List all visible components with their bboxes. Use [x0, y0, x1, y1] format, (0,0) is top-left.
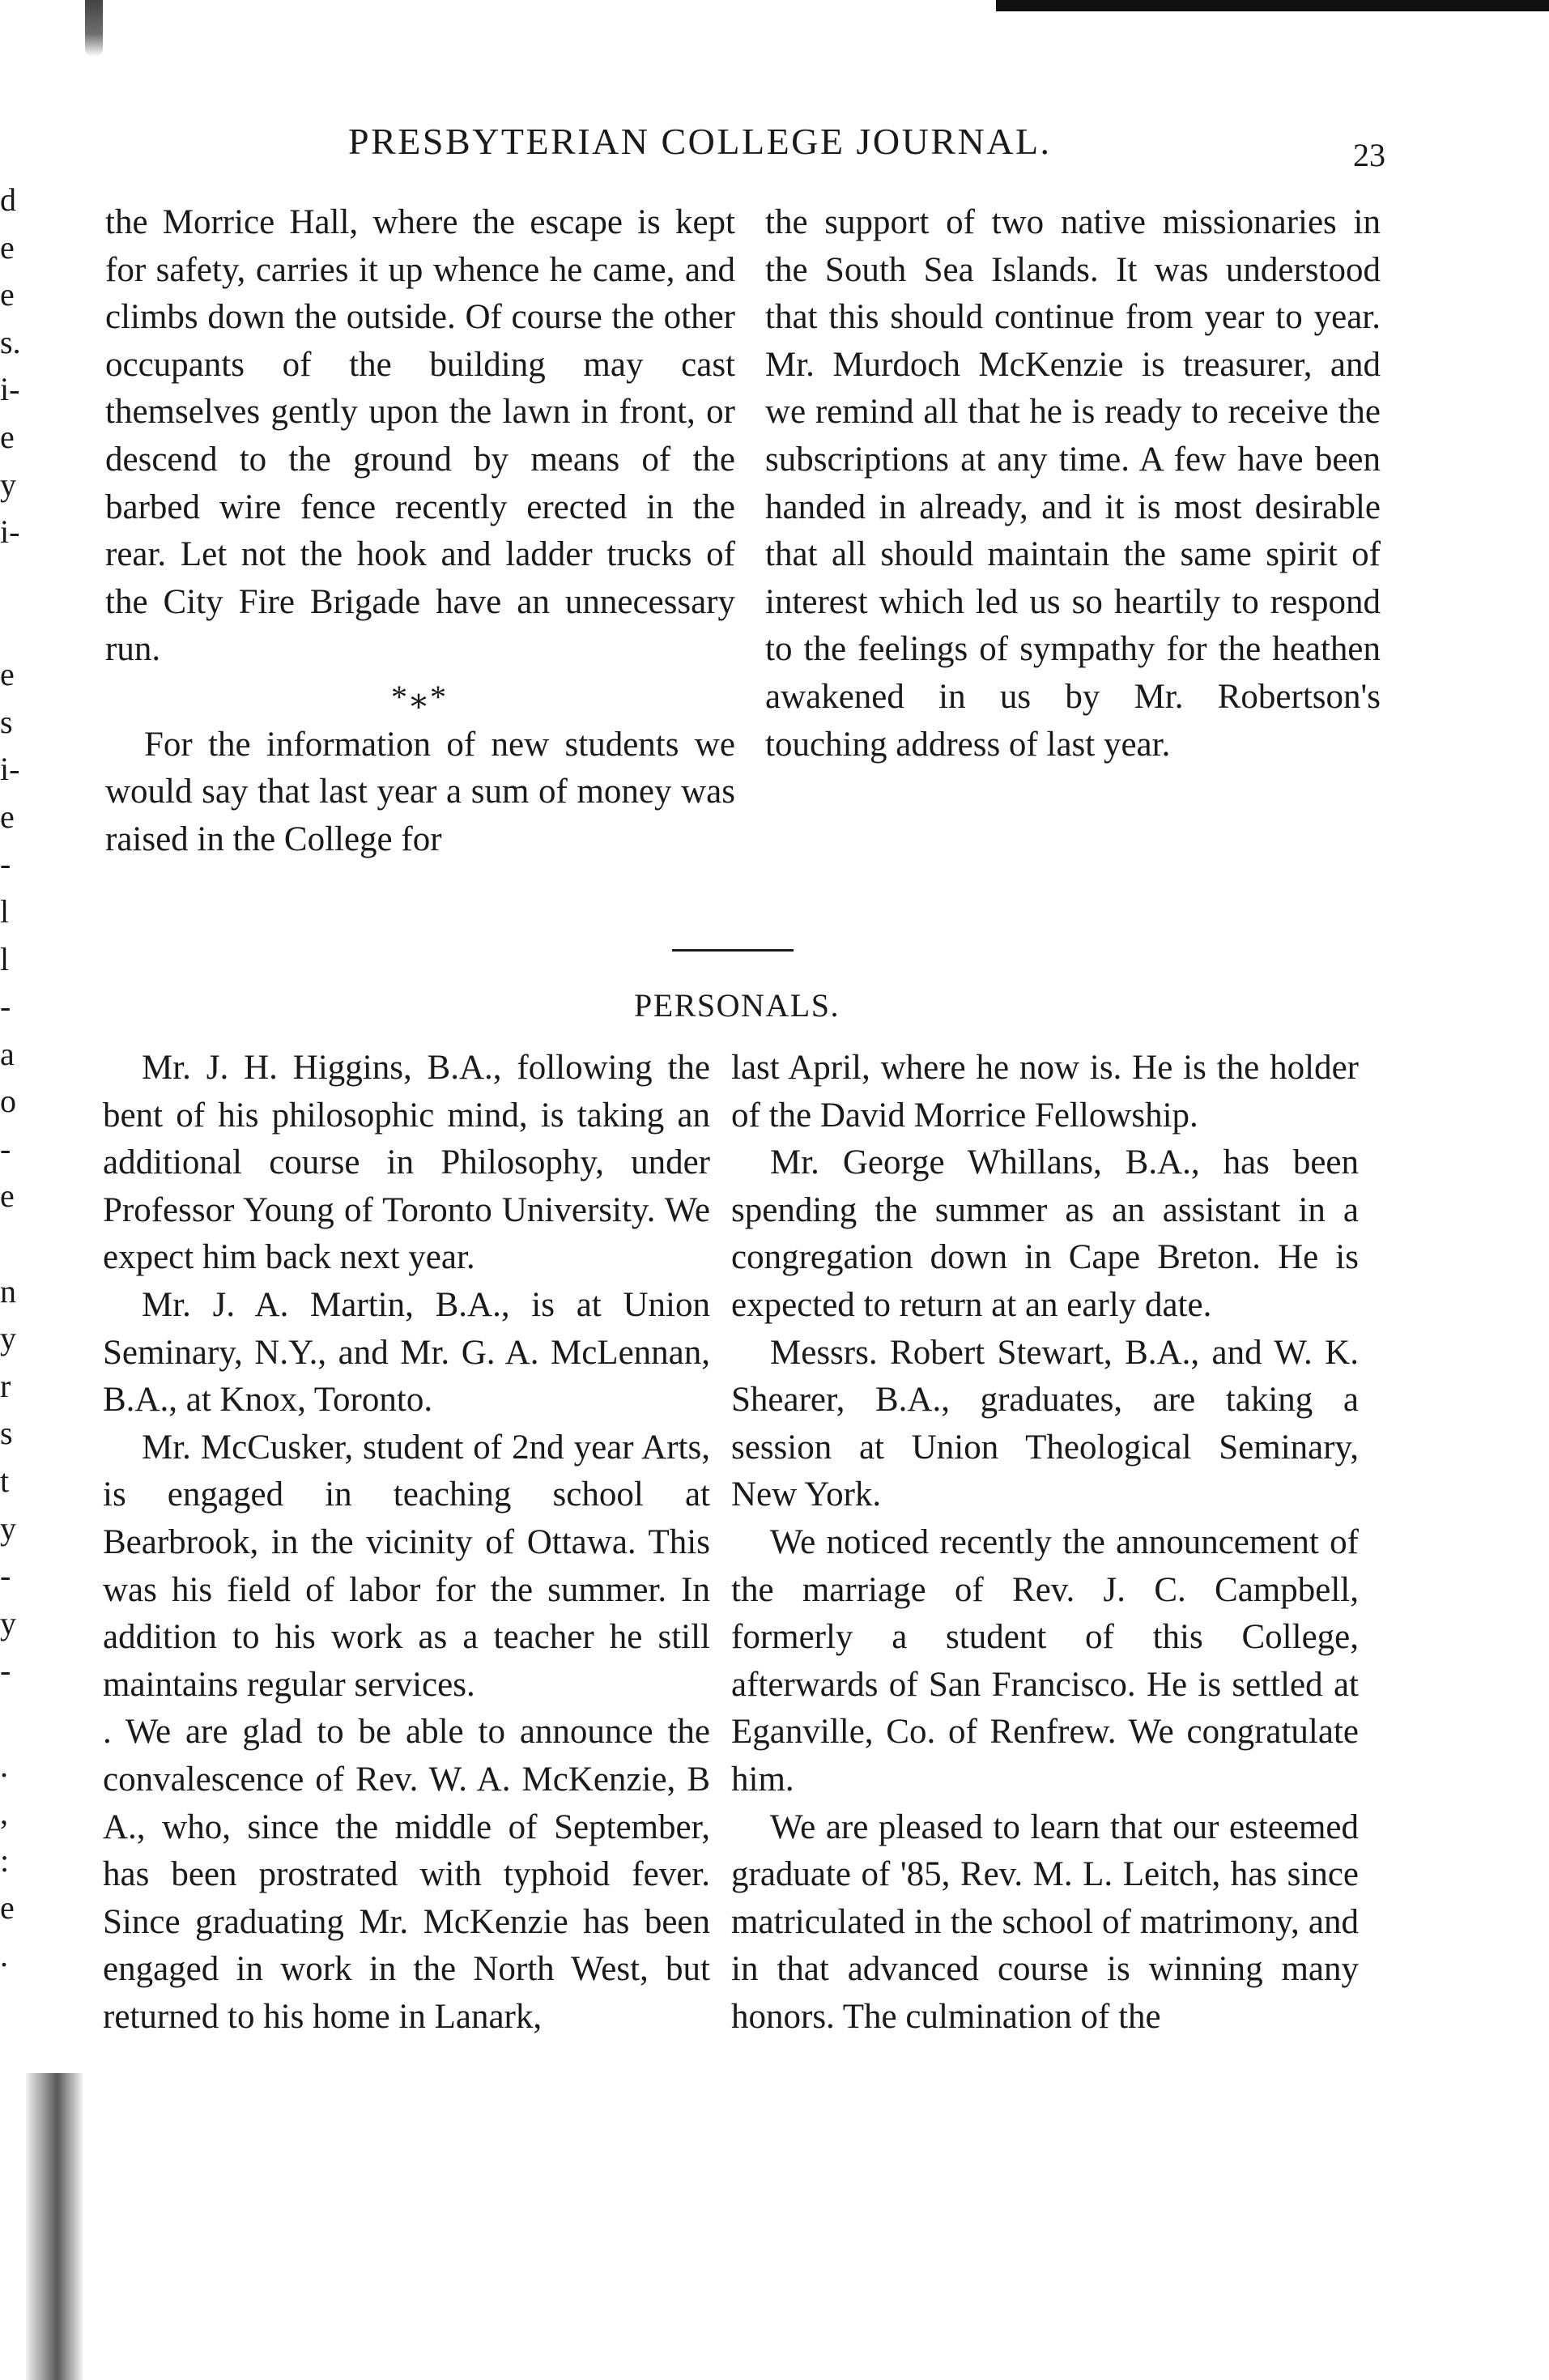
running-head-title: PRESBYTERIAN COLLEGE JOURNAL. [348, 121, 1052, 162]
paragraph: the support of two native missionaries in the South Sea Islands. It was understood that this should continue from year to year. Mr. Murdoch McKenzie is treasurer, and we remind all that he is ready to receive the subscriptions at any time. A few have been handed in already, and it is most desirable that all should maintain the same spirit of interest which led us so heartily to respond to the feelings of sympathy for the heathen awakened in us by Mr. Robertson's touching address of last year. [765, 203, 1381, 764]
bleed-char: e [0, 276, 15, 313]
bleed-char: l [0, 892, 10, 930]
personal-item: Mr. McCusker, student of 2nd year Arts, is engaged in teaching school at Bearbrook, in the vicinity of Ottawa. This was his field of labor for the summer. In addition to his work as a teacher he still maintains regular services. [103, 1428, 710, 1704]
bleed-char: d [0, 181, 16, 218]
top-left-column [105, 199, 735, 863]
bleed-char: - [0, 1130, 11, 1167]
personals-right-column [731, 1045, 1359, 2041]
personal-item: We are pleased to learn that our esteemed graduate of '85, Rev. M. L. Leitch, has since matriculated in the school of matrimony, and in that advanced course is winning many honors. The culmination of the [731, 1807, 1359, 2036]
bleed-char: y [0, 1320, 16, 1357]
bleed-char: - [0, 1652, 11, 1689]
bleed-char: i- [0, 513, 20, 551]
scan-top-border [996, 0, 1549, 11]
bleed-char: n [0, 1272, 16, 1309]
bleed-char: e [0, 1889, 15, 1927]
bleed-char: a [0, 1035, 15, 1072]
top-right-column [765, 199, 1381, 768]
personal-item: Mr. J. H. Higgins, B.A., following the bent of his philosophic mind, is taking an additional course in Philosophy, under Professor Young of Toronto University. We expect him back next year. [103, 1049, 710, 1277]
bleed-char: e [0, 228, 15, 266]
bleed-char: y [0, 466, 16, 503]
page-number: 23 [1353, 137, 1385, 173]
bleed-char: - [0, 845, 11, 883]
bleed-char [0, 603, 24, 651]
bleed-char [0, 1695, 24, 1743]
bleed-char: l [0, 940, 10, 977]
bleed-char [0, 556, 24, 604]
scan-spine-shadow [26, 2073, 83, 2380]
bleed-char: y [0, 1604, 16, 1641]
paragraph: the Morrice Hall, where the escape is kept for safety, carries it up whence he came, and climbs down the outside. Of course the other occupants of the building may cast themselves gently upon the lawn in front, or descend to the ground by means of the barbed wire fence recently erected in the rear. Let not the hook and ladder trucks of the City Fire Brigade have an unnecessary run. [105, 203, 735, 669]
bleed-char: r [0, 1367, 11, 1404]
bleed-char: . [0, 1747, 8, 1784]
bleed-char: t [0, 1462, 10, 1500]
scan-corner-mark [85, 0, 103, 57]
bleed-char: y [0, 1509, 16, 1547]
bleed-char: e [0, 1177, 15, 1215]
bleed-char: e [0, 655, 15, 692]
bleed-char: s. [0, 323, 21, 360]
paragraph: For the information of new students we would say that last year a sum of money was raised in the College for [105, 725, 735, 858]
bleed-char [0, 1220, 24, 1268]
bleed-char: e [0, 418, 15, 455]
facing-page-margin-bleed [0, 177, 24, 1980]
asterism-separator: *⁎* [391, 678, 449, 715]
bleed-char: . [0, 1936, 8, 1973]
bleed-char: i- [0, 751, 20, 788]
personal-item: Mr. J. A. Martin, B.A., is at Union Seminary, N.Y., and Mr. G. A. McLennan, B.A., at Knox, Toronto. [103, 1285, 710, 1420]
personal-item: We noticed recently the announcement of the marriage of Rev. J. C. Campbell, formerly a student of this College, afterwards of San Francisco. He is settled at Eganville, Co. of Renfrew. We congratulate him. [731, 1522, 1359, 1799]
personals-left-column [103, 1045, 710, 2041]
bleed-char: i- [0, 371, 20, 408]
bleed-char: , [0, 1795, 8, 1832]
bleed-char: e [0, 798, 15, 835]
section-heading-personals: PERSONALS. [634, 987, 840, 1024]
personal-item: Messrs. Robert Stewart, B.A., and W. K. Shearer, B.A., graduates, are taking a session at Union Theological Seminary, New York. [731, 1333, 1359, 1514]
personal-item: Mr. George Whillans, B.A., has been spending the summer as an assistant in a congregation down in Cape Breton. He is expected to return at an early date. [731, 1143, 1359, 1324]
bleed-char: s [0, 703, 13, 740]
section-divider-rule [672, 949, 794, 952]
bleed-char: : [0, 1841, 10, 1879]
bleed-char: - [0, 988, 11, 1025]
personal-item: . We are glad to be able to announce the convalescence of Rev. W. A. McKenzie, B A., who, since the middle of September, has been prostrated with typhoid fever. Since graduating Mr. McKenzie has been engaged in work in the North West, but returned to his home in Lanark, [103, 1713, 710, 2036]
bleed-char: o [0, 1083, 16, 1120]
personal-item: last April, where he now is. He is the holder of the David Morrice Fellowship. [731, 1049, 1359, 1135]
bleed-char: - [0, 1557, 11, 1594]
bleed-char: s [0, 1415, 13, 1452]
